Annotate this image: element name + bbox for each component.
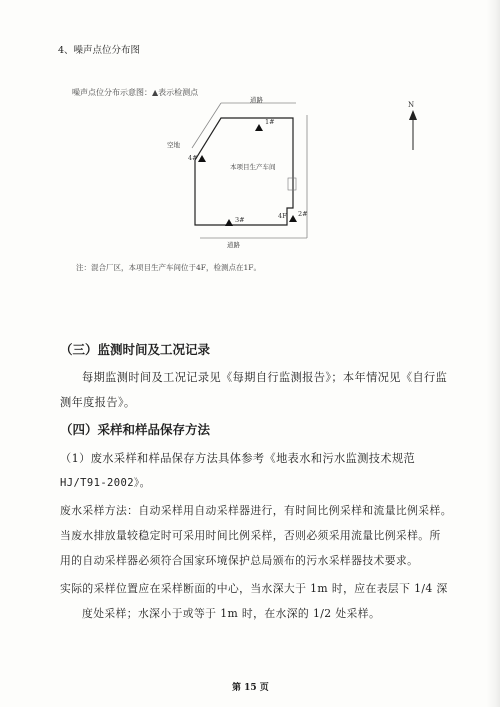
triangle-point-3 [225, 219, 233, 226]
section-4-line-6: 实际的采样位置应在采样断面的中心，当水深大于 1m 时，应在表层下 1/4 深 [60, 582, 448, 595]
map-caption: 噪声点位分布示意图：▲表示检测点 [72, 88, 199, 97]
section-4-heading: （四）采样和样品保存方法 [60, 422, 211, 437]
floor-label: 4F [278, 212, 287, 220]
section-4-title: 4、噪声点位分布图 [58, 45, 141, 56]
map-note: 注：混合厂区，本项目生产车间位于4F，检测点在1F。 [76, 263, 261, 272]
triangle-point-2 [289, 215, 297, 222]
section-4-line-3: 废水采样方法：自动采样用自动采样器进行，有时间比例采样和流量比例采样。 [60, 504, 452, 517]
section-3-line-2: 测年度报告》。 [60, 396, 136, 409]
north-arrow-head [409, 110, 417, 120]
triangle-point-4 [198, 155, 206, 162]
scan-shadow [486, 0, 500, 707]
section-3-line-1: 每期监测时间及工况记录见《每期自行监测报告》；本年情况见《自行监 [82, 371, 448, 384]
road-bottom-label: 道路 [227, 241, 240, 249]
section-4-line-1: （1）废水采样和样品保存方法具体参考《地表水和污水监测技术规范 [60, 452, 416, 465]
north-label: N [408, 101, 415, 109]
entrance-box [288, 178, 296, 190]
building-outline [195, 118, 293, 225]
section-4-line-5: 用的自动采样器必须符合国家环境保护总局颁布的污水采样器技术要求。 [60, 554, 419, 567]
point-3-label: 3# [235, 216, 245, 224]
section-4-line-7: 度处采样；水深小于或等于 1m 时，在水深的 1/2 处采样。 [82, 607, 381, 620]
section-4-line-4: 当废水排放量较稳定时可采用时间比例采样，否则必须采用流量比例采样。所 [60, 529, 441, 542]
triangle-point-1 [255, 124, 263, 131]
point-4-label: 4# [188, 154, 198, 162]
building-label: 本项目生产车间 [230, 163, 276, 171]
page-number: 第 15 页 [232, 683, 269, 693]
section-4-line-2: HJ/T91-2002》。 [60, 477, 151, 489]
point-2-label: 2# [298, 210, 308, 218]
point-1-label: 1# [265, 118, 275, 126]
vacant-land-label: 空地 [167, 141, 180, 149]
road-top-label: 道路 [250, 96, 263, 104]
section-3-heading: （三）监测时间及工况记录 [60, 342, 211, 357]
